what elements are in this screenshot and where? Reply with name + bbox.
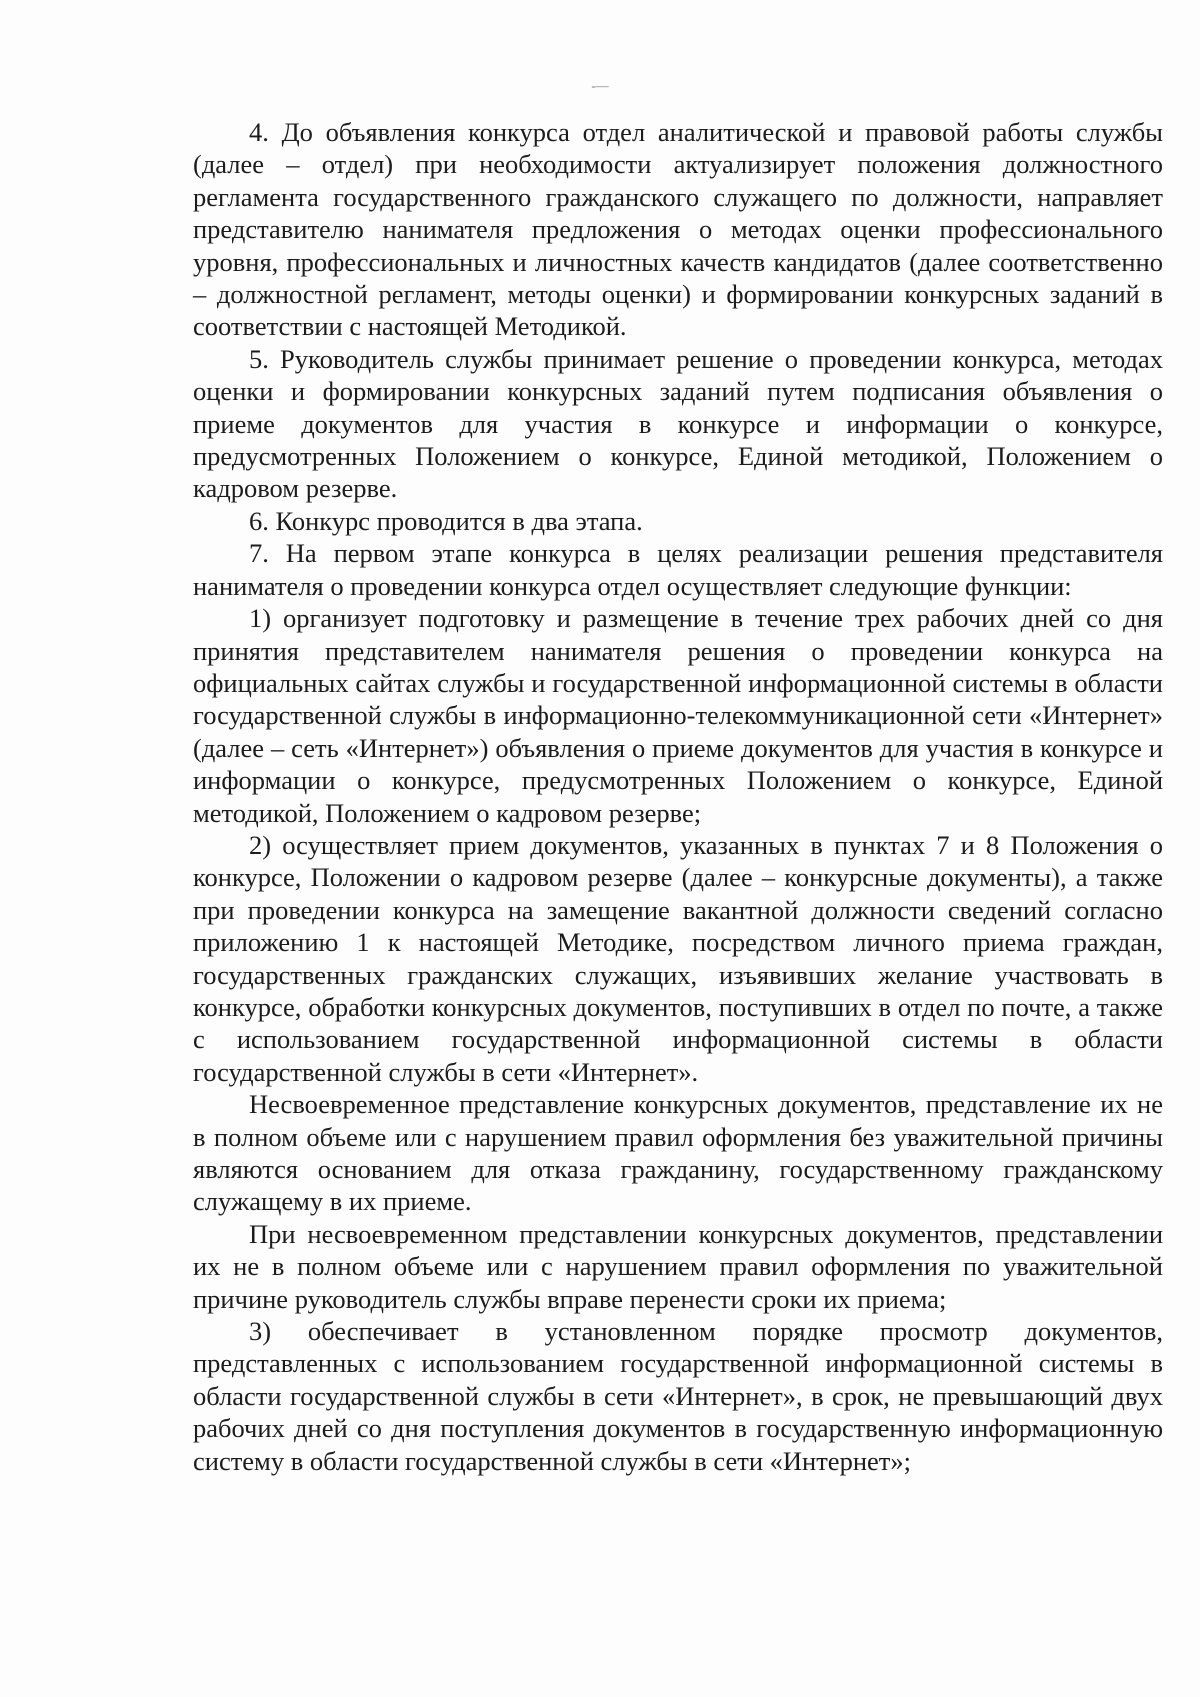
paragraph-valid-reason: При несвоевременном представлении конкурсных документов, представлении их не в полном объеме или с нарушением правил оформления по уважительной причине руководитель службы вправе перенести сроки их приема; — [193, 1218, 1163, 1314]
document-body — [193, 116, 1163, 1477]
paragraph-5: 5. Руководитель службы принимает решение о проведении конкурса, методах оценки и формировании конкурсных заданий путем подписания объявления о приеме документов для участия в конкурсе и информации о конкурсе, предусмотренных Положением о конкурсе, Единой методикой, Положением о кадровом резерве. — [193, 343, 1163, 504]
paragraph-6: 6. Конкурс проводится в два этапа. — [249, 505, 643, 536]
paragraph-7-item-1: 1) организует подготовку и размещение в течение трех рабочих дней со дня принятия представителем нанимателя решения о проведении конкурса на официальных сайтах службы и государственной информационной системы в области государственной службы в информационно-телекоммуникационной сети «Интернет» (далее – сеть «Интернет») объявления о приеме документов для участия в конкурсе и информации о конкурсе, предусмотренных Положением о конкурсе, Единой методикой, Положением о кадровом резерве; — [193, 603, 1163, 828]
page-mark: -— — [591, 78, 609, 93]
paragraph-4: 4. До объявления конкурса отдел аналитической и правовой работы службы (далее – отдел) при необходимости актуализирует положения должностного регламента государственного гражданского служащего по должности, направляет представителю нанимателя предложения о методах оценки профессионального уровня, профессиональных и личностных качеств кандидатов (далее соответственно – должностной регламент, методы оценки) и формировании конкурсных заданий в соответствии с настоящей Методикой. — [193, 117, 1163, 342]
paragraph-late-submission: Несвоевременное представление конкурсных документов, представление их не в полном объеме или с нарушением правил оформления без уважительной причины являются основанием для отказа гражданину, государственному гражданскому служащему в их приеме. — [193, 1089, 1163, 1217]
paragraph-7-item-3: 3) обеспечивает в установленном порядке просмотр документов, представленных с использованием государственной информационной системы в области государственной службы в сети «Интернет», в срок, не превышающий двух рабочих дней со дня поступления документов в государственную информационную систему в области государственной службы в сети «Интернет»; — [193, 1316, 1163, 1476]
paragraph-7-item-2: 2) осуществляет прием документов, указанных в пунктах 7 и 8 Положения о конкурсе, Положении о кадровом резерве (далее – конкурсные документы), а также при проведении конкурса на замещение вакантной должности сведений согласно приложению 1 к настоящей Методике, посредством личного приема граждан, государственных гражданских служащих, изъявивших желание участвовать в конкурсе, обработки конкурсных документов, поступивших в отдел по почте, а также с использованием государственной информационной системы в области государственной службы в сети «Интернет». — [193, 829, 1163, 1087]
paragraph-7: 7. На первом этапе конкурса в целях реализации решения представителя нанимателя о проведении конкурса отдел осуществляет следующие функции: — [193, 538, 1163, 601]
